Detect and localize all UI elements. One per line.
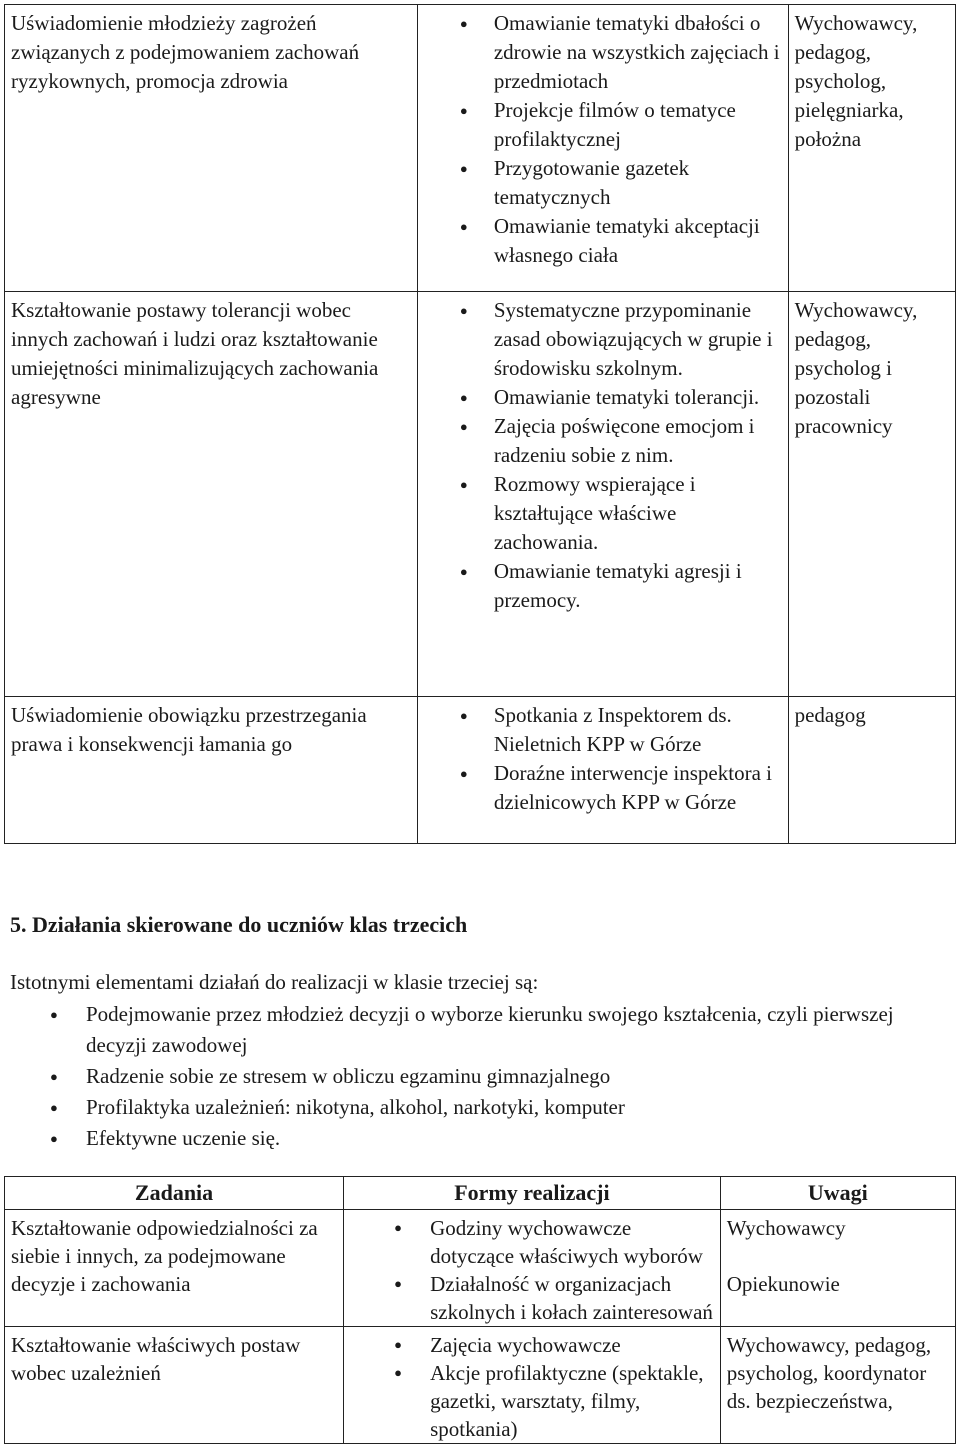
forms-cell [344, 1210, 721, 1327]
notes-cell [720, 1210, 955, 1327]
task-cell: Uświadomienie obowiązku przestrzegania prawa i konsekwencji łamania go [5, 697, 418, 844]
list-item: ● Rozmowy wspierające i kształtujące właściwe zachowania. [418, 470, 782, 557]
list-item: ● Omawianie tematyki agresji i przemocy. [418, 557, 782, 615]
list-item: ● Radzenie sobie ze stresem w obliczu egzaminu gimnazjalnego [10, 1061, 950, 1092]
list-item: ● Omawianie tematyki akceptacji własnego ciała [418, 212, 782, 270]
list-item: ● Systematyczne przypominanie zasad obowiązujących w grupie i środowisku szkolnym. [418, 296, 782, 383]
list-item: ● Przygotowanie gazetek tematycznych [418, 154, 782, 212]
notes-cell: Wychowawcy, pedagog, psycholog, koordynator ds. bezpieczeństwa, [720, 1327, 955, 1444]
column-header-tasks: Zadania [5, 1177, 344, 1210]
table-row [5, 5, 956, 292]
table-row [5, 292, 956, 697]
task-cell: Kształtowanie odpowiedzialności za siebie i innych, za podejmowane decyzje i zachowania [5, 1210, 344, 1327]
table-row [5, 1327, 956, 1444]
table-row [5, 1210, 956, 1327]
list-item: ● Spotkania z Inspektorem ds. Nieletnich KPP w Górze [418, 701, 782, 759]
list-item: ● Akcje profilaktyczne (spektakle, gazetki, warsztaty, filmy, spotkania) [344, 1359, 714, 1443]
forms-cell [344, 1327, 721, 1444]
list-item: ● Efektywne uczenie się. [10, 1123, 950, 1154]
table-header-row [5, 1177, 956, 1210]
section-intro: Istotnymi elementami działań do realizacji w klasie trzeciej są: [10, 970, 539, 994]
responsible-cell: Wychowawcy, pedagog, psycholog, pielęgniarka, położna [788, 5, 955, 292]
task-cell: Uświadomienie młodzieży zagrożeń związanych z podejmowaniem zachowań ryzykownych, promocja zdrowia [5, 5, 418, 292]
responsible-cell: pedagog [788, 697, 955, 844]
list-item: ● Doraźne interwencje inspektora i dzielnicowych KPP w Górze [418, 759, 782, 817]
task-cell: Kształtowanie postawy tolerancji wobec innych zachowań i ludzi oraz kształtowanie umiejętności minimalizujących zachowania agresywne [5, 292, 418, 697]
list-item: ● Omawianie tematyki tolerancji. [418, 383, 782, 412]
forms-cell [417, 697, 788, 844]
column-header-notes: Uwagi [720, 1177, 955, 1210]
list-item: ● Projekcje filmów o tematyce profilaktycznej [418, 96, 782, 154]
forms-cell [417, 292, 788, 697]
note-text: Wychowawcy [726, 1216, 846, 1240]
list-item: ● Podejmowanie przez młodzież decyzji o wyborze kierunku swojego kształcenia, czyli pierwszej decyzji zawodowej [10, 999, 950, 1061]
section-number: 5. [10, 912, 27, 937]
section-bullet-list [10, 999, 950, 1154]
list-item: ● Godziny wychowawcze dotyczące właściwych wyborów [344, 1214, 714, 1270]
column-header-forms: Formy realizacji [344, 1177, 721, 1210]
list-item: ● Działalność w organizacjach szkolnych i kołach zainteresowań [344, 1270, 714, 1326]
responsible-cell: Wychowawcy, pedagog, psycholog i pozostali pracownicy [788, 292, 955, 697]
task-cell: Kształtowanie właściwych postaw wobec uzależnień [5, 1327, 344, 1444]
list-item: ● Zajęcia poświęcone emocjom i radzeniu sobie z nim. [418, 412, 782, 470]
section-title: Działania skierowane do uczniów klas trzecich [32, 912, 468, 937]
program-table-bottom [4, 1176, 956, 1444]
section-heading [10, 912, 467, 938]
table-row [5, 697, 956, 844]
program-table-top [4, 4, 956, 844]
list-item: ● Omawianie tematyki dbałości o zdrowie na wszystkich zajęciach i przedmiotach [418, 9, 782, 96]
list-item: ● Profilaktyka uzależnień: nikotyna, alkohol, narkotyki, komputer [10, 1092, 950, 1123]
forms-cell [417, 5, 788, 292]
list-item: ● Zajęcia wychowawcze [344, 1331, 714, 1359]
note-text: Opiekunowie [726, 1272, 840, 1296]
